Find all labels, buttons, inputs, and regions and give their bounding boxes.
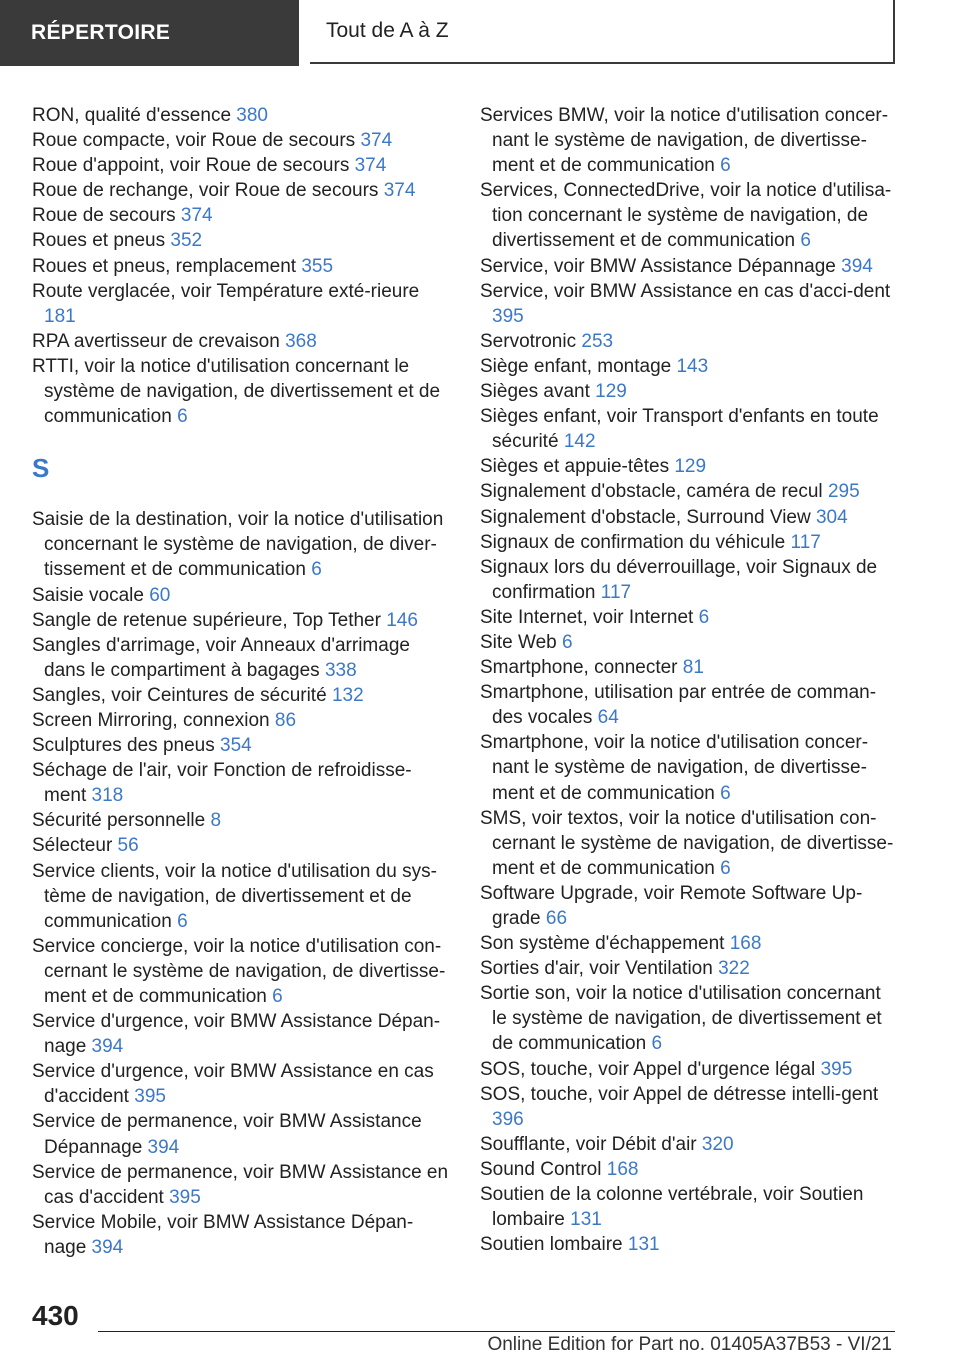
index-entry bbox=[480, 404, 900, 454]
footer-divider bbox=[98, 1331, 895, 1332]
entry-text: Soutien de la colonne vertébrale, voir Soutien lombaire bbox=[480, 1184, 864, 1231]
entry-text: Soufflante, voir Débit d'air bbox=[480, 1133, 702, 1155]
entry-text: Service de permanence, voir BMW Assistance en cas d'accident bbox=[32, 1161, 449, 1208]
index-entry bbox=[32, 733, 452, 758]
page-reference-link[interactable]: 352 bbox=[170, 230, 203, 252]
index-entry bbox=[480, 354, 900, 379]
entry-text: Sièges et appuie-têtes bbox=[480, 456, 675, 478]
page-reference-link[interactable]: 380 bbox=[236, 105, 268, 126]
index-entry bbox=[32, 103, 452, 128]
page-reference-link[interactable]: 132 bbox=[331, 684, 364, 706]
page-reference-link[interactable]: 81 bbox=[682, 657, 704, 679]
index-entry bbox=[32, 279, 452, 329]
index-entry bbox=[480, 454, 900, 479]
page-reference-link[interactable]: 129 bbox=[595, 381, 627, 403]
entry-text: Services, ConnectedDrive, voir la notice d'utilisa‐tion concernant le système de navigation, de divertissement et de communication bbox=[480, 180, 892, 252]
entry-text: SOS, touche, voir Appel de détresse intelli‐gent bbox=[480, 1083, 879, 1105]
entry-text: RON, qualité d'essence bbox=[32, 105, 237, 126]
entry-text: Sièges enfant, voir Transport d'enfants en toute sécurité bbox=[480, 406, 879, 453]
index-entry bbox=[480, 379, 900, 404]
page-reference-link[interactable]: 322 bbox=[718, 958, 750, 980]
entries-list-after bbox=[32, 507, 452, 1260]
index-entry bbox=[32, 708, 452, 733]
entry-text: Sécurité personnelle bbox=[32, 810, 211, 832]
page-reference-link[interactable]: 6 bbox=[698, 606, 710, 628]
page-number: 430 bbox=[32, 1300, 79, 1331]
index-entry bbox=[480, 931, 900, 956]
index-entry bbox=[32, 758, 452, 808]
page-reference-link[interactable]: 131 bbox=[627, 1234, 660, 1256]
index-entry bbox=[32, 833, 452, 858]
page-reference-link[interactable]: 60 bbox=[149, 584, 171, 606]
entry-text: Signalement d'obstacle, caméra de recul bbox=[480, 481, 828, 503]
page-reference-link[interactable]: 355 bbox=[301, 255, 334, 277]
entry-text: Sculptures des pneus bbox=[32, 735, 221, 757]
page-reference-link[interactable]: 146 bbox=[386, 609, 418, 631]
page-reference-link[interactable]: 395 bbox=[492, 305, 524, 327]
index-entry bbox=[480, 881, 900, 931]
entry-text: Siège enfant, montage bbox=[480, 355, 677, 377]
page-reference-link[interactable]: 168 bbox=[729, 933, 762, 955]
index-entry bbox=[32, 633, 452, 683]
page-reference-link[interactable]: 318 bbox=[91, 785, 124, 807]
index-entry bbox=[480, 655, 900, 680]
entry-text: Sélecteur bbox=[32, 835, 118, 857]
page-reference-link[interactable]: 394 bbox=[91, 1036, 124, 1058]
page-reference-link[interactable]: 66 bbox=[545, 908, 568, 929]
index-entry bbox=[32, 1109, 452, 1159]
entry-text: SMS, voir textos, voir la notice d'utilisation con‐cernant le système de navigation, de divertisse‐ment et de communication bbox=[480, 807, 894, 879]
index-entry bbox=[32, 1160, 452, 1210]
page-reference-link[interactable]: 56 bbox=[117, 835, 139, 857]
entry-text: Roue d'appoint, voir Roue de secours bbox=[32, 155, 355, 177]
page-reference-link[interactable]: 131 bbox=[570, 1209, 602, 1231]
entry-text: SOS, touche, voir Appel d'urgence légal bbox=[480, 1058, 821, 1080]
index-entry bbox=[480, 178, 900, 253]
entry-text: Site Internet, voir Internet bbox=[480, 606, 699, 628]
page-reference-link[interactable]: 168 bbox=[606, 1158, 639, 1180]
index-entry bbox=[32, 254, 452, 279]
index-entry bbox=[32, 583, 452, 608]
entry-text: Service Mobile, voir BMW Assistance Dépan‐nage bbox=[32, 1211, 414, 1258]
entries-list-before bbox=[32, 103, 452, 429]
entry-text: Service concierge, voir la notice d'utilisation con‐cernant le système de navigation, de divertisse‐ment et de communication bbox=[32, 935, 446, 1007]
entries-list bbox=[480, 103, 900, 1257]
page-reference-link[interactable]: 394 bbox=[147, 1136, 180, 1158]
index-entry bbox=[32, 128, 452, 153]
entry-text: Roues et pneus, remplacement bbox=[32, 255, 302, 277]
index-entry bbox=[32, 354, 452, 429]
index-entry bbox=[32, 608, 452, 633]
index-entry bbox=[480, 806, 900, 881]
index-entry bbox=[32, 934, 452, 1009]
index-entry bbox=[32, 1210, 452, 1260]
section-tab[interactable]: RÉPERTOIRE bbox=[0, 0, 299, 66]
left-index-column bbox=[32, 103, 452, 1260]
index-entry bbox=[32, 859, 452, 934]
entry-text: Sortie son, voir la notice d'utilisation concernant le système de navigation, de divertissement et de communication bbox=[480, 983, 882, 1055]
entry-text: Sièges avant bbox=[480, 381, 596, 403]
entry-text: Sangles d'arrimage, voir Anneaux d'arrimage dans le compartiment à bagages bbox=[32, 634, 410, 681]
entry-text: Site Web bbox=[480, 631, 563, 653]
index-entry bbox=[480, 555, 900, 605]
page-reference-link[interactable]: 253 bbox=[581, 330, 614, 352]
entry-text: Smartphone, voir la notice d'utilisation concer‐nant le système de navigation, de divertisse‐ment et de communication bbox=[480, 732, 869, 804]
index-entry bbox=[480, 103, 900, 178]
index-entry bbox=[480, 1057, 900, 1082]
index-entry bbox=[480, 1182, 900, 1232]
entry-text: Séchage de l'air, voir Fonction de refroidisse‐ment bbox=[32, 760, 412, 807]
page-reference-link[interactable]: 395 bbox=[134, 1086, 166, 1108]
page-reference-link[interactable]: 142 bbox=[563, 431, 596, 453]
entry-text: RPA avertisseur de crevaison bbox=[32, 330, 286, 352]
entry-text: Servotronic bbox=[480, 330, 582, 352]
page-reference-link[interactable]: 295 bbox=[827, 481, 860, 503]
page-reference-link[interactable]: 374 bbox=[180, 205, 213, 227]
index-entry bbox=[32, 203, 452, 228]
page-reference-link[interactable]: 64 bbox=[597, 707, 619, 729]
index-entry bbox=[480, 605, 900, 630]
entry-text: Service clients, voir la notice d'utilisation du sys‐tème de navigation, de divertissement et de communication bbox=[32, 860, 437, 932]
subsection-tab[interactable]: Tout de A à Z bbox=[310, 0, 895, 64]
page-reference-link[interactable]: 129 bbox=[674, 456, 707, 478]
page-reference-link[interactable]: 6 bbox=[272, 986, 283, 1007]
page-reference-link[interactable]: 304 bbox=[815, 506, 848, 528]
entry-text: Sangle de retenue supérieure, Top Tether bbox=[32, 609, 387, 631]
index-entry bbox=[480, 530, 900, 555]
page-reference-link[interactable]: 6 bbox=[177, 910, 188, 932]
entry-text: Sorties d'air, voir Ventilation bbox=[480, 958, 719, 980]
entry-text: Signalement d'obstacle, Surround View bbox=[480, 506, 816, 528]
index-entry bbox=[480, 279, 900, 329]
page-reference-link[interactable]: 395 bbox=[169, 1186, 201, 1208]
page-reference-link[interactable]: 320 bbox=[701, 1133, 734, 1155]
entry-text: Smartphone, utilisation par entrée de comman‐des vocales bbox=[480, 682, 877, 729]
entry-text: Service d'urgence, voir BMW Assistance Dépan‐nage bbox=[32, 1011, 441, 1058]
page-reference-link[interactable]: 86 bbox=[274, 709, 297, 731]
entry-text: Roue de rechange, voir Roue de secours bbox=[32, 180, 384, 202]
entry-text: Roue de secours bbox=[32, 205, 181, 227]
index-entry bbox=[480, 730, 900, 805]
index-entry bbox=[32, 178, 452, 203]
page-reference-link[interactable]: 6 bbox=[651, 1033, 663, 1055]
page-reference-link[interactable]: 6 bbox=[800, 230, 811, 252]
page-reference-link[interactable]: 8 bbox=[210, 810, 222, 832]
page-reference-link[interactable]: 396 bbox=[492, 1108, 524, 1130]
index-entry bbox=[32, 153, 452, 178]
entry-text: Son système d'échappement bbox=[480, 933, 730, 955]
entry-text: Roues et pneus bbox=[32, 230, 171, 252]
entry-text: Route verglacée, voir Température exté‐rieure bbox=[32, 280, 420, 302]
page-reference-link[interactable]: 143 bbox=[676, 355, 709, 377]
page-reference-link[interactable]: 374 bbox=[360, 130, 393, 152]
page-reference-link[interactable]: 354 bbox=[220, 735, 252, 757]
entry-text: Sound Control bbox=[480, 1158, 607, 1180]
index-entry bbox=[32, 808, 452, 833]
entry-text: Smartphone, connecter bbox=[480, 657, 683, 679]
page-header bbox=[0, 0, 960, 66]
entry-text: Signaux lors du déverrouillage, voir Signaux de confirmation bbox=[480, 556, 878, 603]
page-reference-link[interactable]: 6 bbox=[720, 857, 731, 879]
right-index-column bbox=[480, 103, 900, 1257]
entry-text: Roue compacte, voir Roue de secours bbox=[32, 130, 361, 152]
page-reference-link[interactable]: 395 bbox=[820, 1058, 853, 1080]
index-entry bbox=[480, 254, 900, 279]
index-entry bbox=[480, 1132, 900, 1157]
page-reference-link[interactable]: 368 bbox=[285, 330, 317, 352]
index-entry bbox=[480, 1157, 900, 1182]
entry-text: Saisie de la destination, voir la notice d'utilisation concernant le système de navigation, de diver‐tissement et de communication bbox=[32, 509, 444, 581]
index-entry bbox=[480, 329, 900, 354]
entry-text: Service d'urgence, voir BMW Assistance en cas d'accident bbox=[32, 1061, 434, 1108]
page-reference-link[interactable]: 6 bbox=[562, 631, 573, 653]
entry-text: Soutien lombaire bbox=[480, 1234, 628, 1256]
index-entry bbox=[480, 1082, 900, 1132]
index-entry bbox=[32, 1059, 452, 1109]
page-reference-link[interactable]: 6 bbox=[720, 155, 731, 177]
entry-text: Service de permanence, voir BMW Assistance Dépannage bbox=[32, 1111, 422, 1158]
page-reference-link[interactable]: 374 bbox=[354, 155, 387, 177]
section-letter: S bbox=[32, 453, 50, 484]
index-entry bbox=[480, 1232, 900, 1257]
entry-text: Signaux de confirmation du véhicule bbox=[480, 531, 791, 553]
page-reference-link[interactable]: 394 bbox=[91, 1236, 124, 1258]
entry-text: Sangles, voir Ceintures de sécurité bbox=[32, 684, 332, 706]
edition-text: Online Edition for Part no. 01405A37B53 - VI/21 bbox=[487, 1334, 892, 1355]
index-entry bbox=[480, 956, 900, 981]
index-entry bbox=[32, 1009, 452, 1059]
index-entry bbox=[32, 228, 452, 253]
page-reference-link[interactable]: 6 bbox=[177, 406, 188, 428]
entry-text: RTTI, voir la notice d'utilisation concernant le système de navigation, de divertissement et de communication bbox=[32, 355, 441, 428]
page-reference-link[interactable]: 6 bbox=[311, 559, 322, 581]
index-entry bbox=[32, 507, 452, 582]
entry-text: Software Upgrade, voir Remote Software Up‐grade bbox=[480, 882, 863, 929]
entry-text: Screen Mirroring, connexion bbox=[32, 709, 275, 731]
page-reference-link[interactable]: 394 bbox=[841, 255, 873, 277]
entry-text: Service, voir BMW Assistance Dépannage bbox=[480, 255, 842, 277]
entry-text: Saisie vocale bbox=[32, 584, 150, 606]
page-reference-link[interactable]: 374 bbox=[383, 180, 416, 202]
page-reference-link[interactable]: 117 bbox=[600, 581, 632, 603]
page-reference-link[interactable]: 181 bbox=[44, 305, 76, 327]
page-reference-link[interactable]: 338 bbox=[324, 659, 357, 681]
entry-text: Service, voir BMW Assistance en cas d'acci‐dent bbox=[480, 280, 891, 302]
index-entry bbox=[480, 680, 900, 730]
index-entry bbox=[480, 479, 900, 504]
index-entry bbox=[480, 981, 900, 1056]
index-entry bbox=[480, 630, 900, 655]
entry-text: Services BMW, voir la notice d'utilisation concer‐nant le système de navigation, de divertisse‐ment et de communication bbox=[480, 105, 889, 177]
index-entry bbox=[32, 683, 452, 708]
index-entry bbox=[32, 329, 452, 354]
index-entry bbox=[480, 505, 900, 530]
page-reference-link[interactable]: 6 bbox=[720, 782, 731, 804]
page-reference-link[interactable]: 117 bbox=[790, 531, 821, 553]
